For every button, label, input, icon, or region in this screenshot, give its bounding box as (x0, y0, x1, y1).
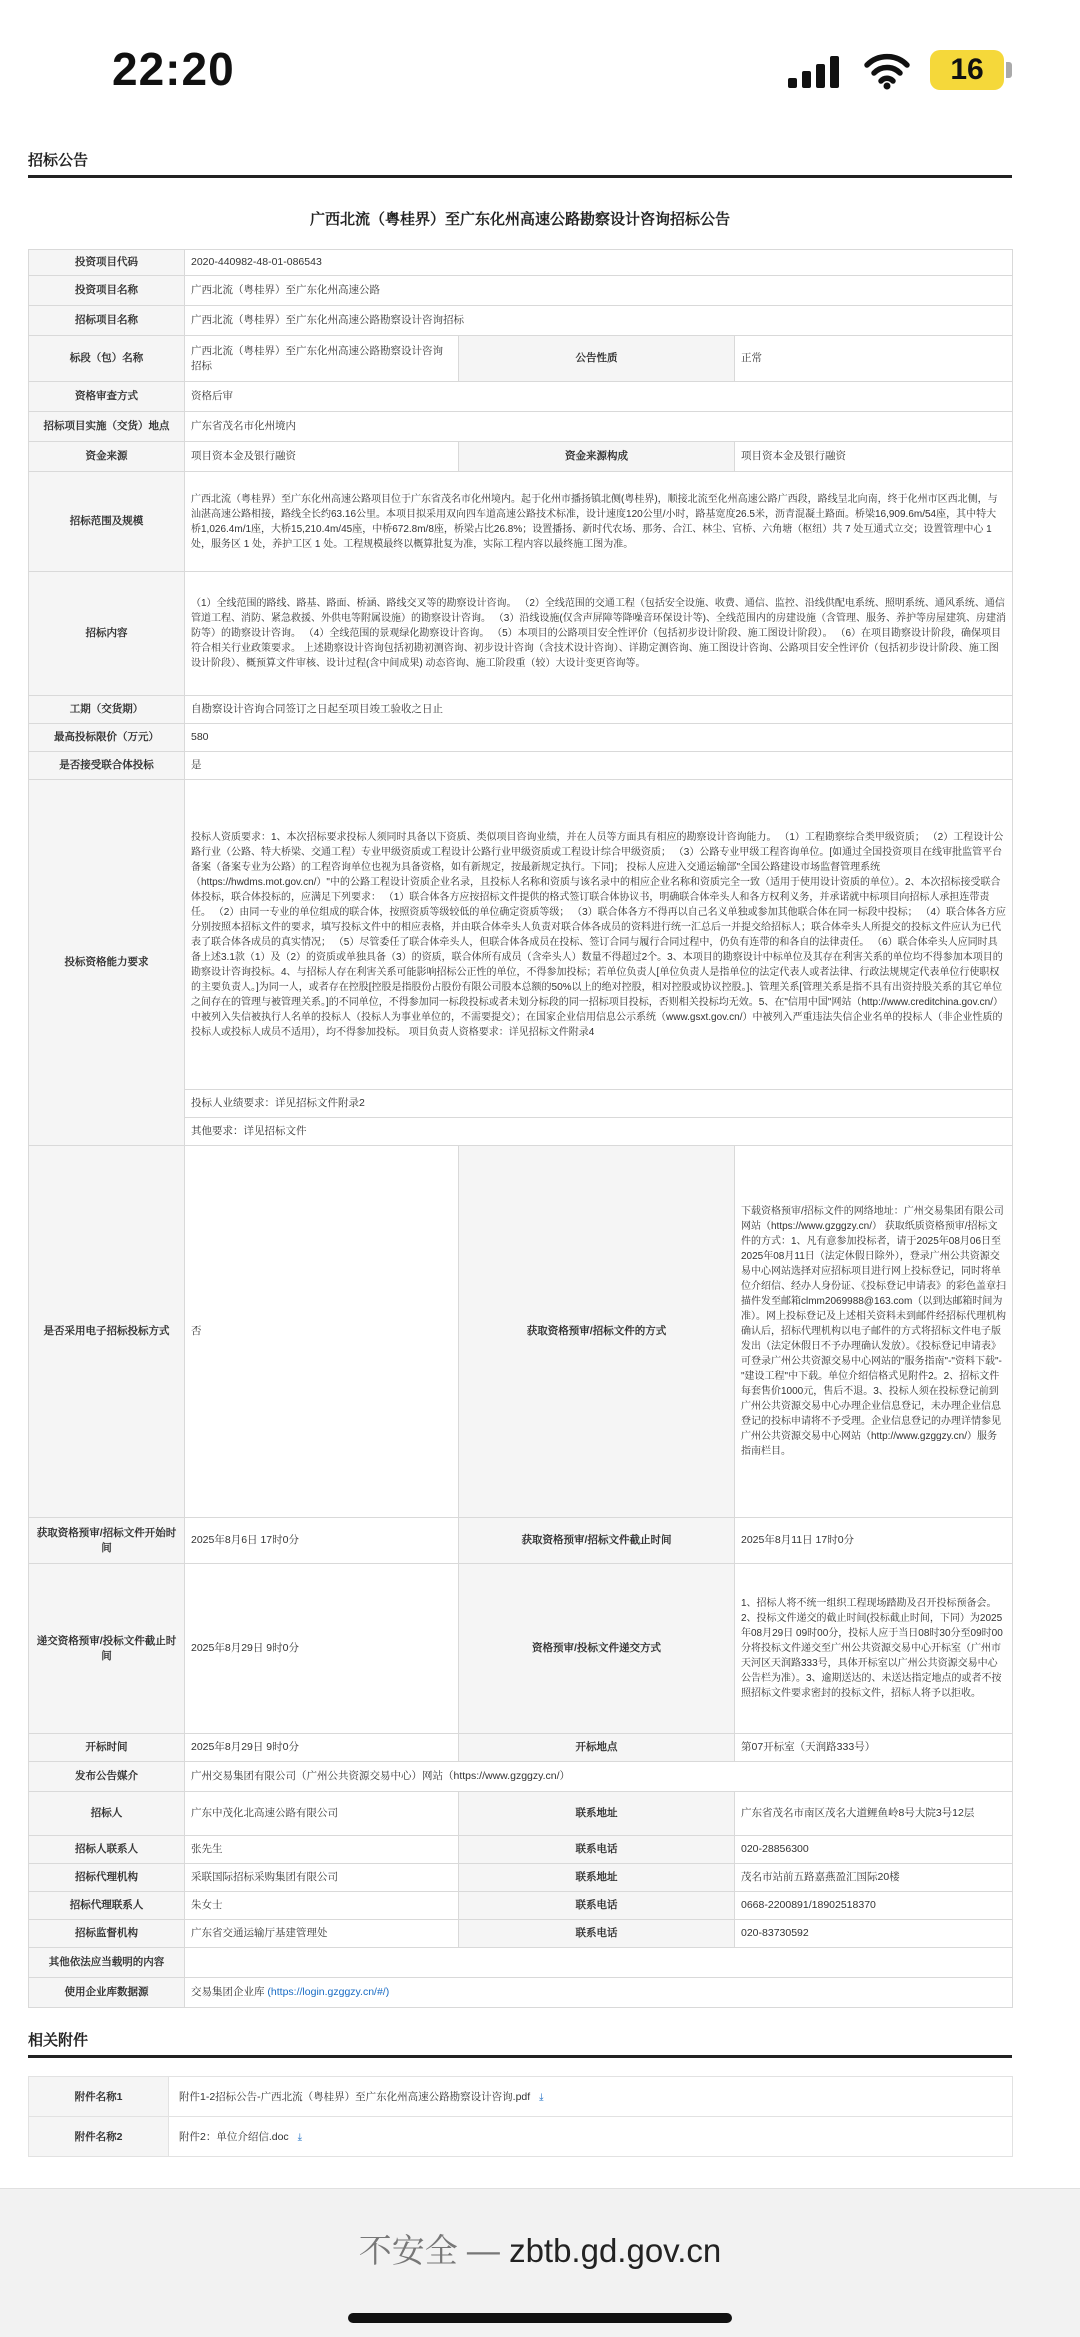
table-row (29, 1518, 1013, 1564)
obtain-method-value: 下载资格预审/招标文件的网络地址：广州交易集团有限公司网站（https://www.gzggzy.cn/） 获取纸质资格预审/招标文件的方式：1、凡有意参加投标者，请于2025年08月06日至2025年08月11日（法定休假日除外），登录广州公共资源交易中心网站选择对应招标项目进行网上投标登记，同时将单位介绍信、经办人身份证、《投标登记申请表》的彩色盖章扫描件发至邮箱clmm2069988@163.com（以到达邮箱时间为准）。网上投标登记及上述相关资料未到邮件经招标代理机构确认后，招标代理机构以电子邮件的方式将招标文件电子版发出（法定休假日不予办理确认发放）。《投标登记申请表》可登录广州公共资源交易中心网站的"服务指南"-"资料下载"-"建设工程"中下载。单位介绍信格式见附件2。2、招标文件每套售价1000元，售后不退。3、投标人须在投标登记前到广州公共资源交易中心办理企业信息登记，未办理企业信息登记的投标申请将不予受理。企业信息登记的办理详情参见广州公共资源交易中心网站（http://www.gzggzy.cn/）服务指南栏目。 (735, 1146, 1013, 1518)
supervisor-phone-value: 020-83730592 (735, 1920, 1013, 1948)
table-row (29, 382, 1013, 412)
tenderer-phone-label: 联系电话 (459, 1836, 735, 1864)
cellular-signal-icon (788, 56, 840, 88)
review-label: 资格审查方式 (29, 382, 185, 412)
tender-name-value: 广西北流（粤桂界）至广东化州高速公路勘察设计咨询招标 (185, 306, 1013, 336)
period-value: 自勘察设计咨询合同签订之日起至项目竣工验收之日止 (185, 696, 1013, 724)
attachment-row (29, 2117, 1013, 2157)
download-icon[interactable]: ⤓ (539, 2092, 544, 2103)
table-row (29, 306, 1013, 336)
scope-value: 广西北流（粤桂界）至广东化州高速公路项目位于广东省茂名市化州境内。起于化州市播扬镇北侧(粤桂界)，顺接北流至化州高速公路广西段，路线呈北向南，终于化州市区西北侧，与汕湛高速公路相接，路线全长约63.16公里。本项目拟采用双向四车道高速公路技术标准，设计速度120公里/小时，路基宽度26.5米，沥青混凝土路面。桥梁16,909.6m/54座，其中特大桥1,026.4m/1座，大桥15,210.4m/45座，中桥672.8m/8座，桥梁占比26.8%；设置播扬、新时代农场、那务、合江、林尘、官桥、六角塘（枢纽）共 7 处互通式立交；设置管理中心 1 处，服务区 1 处，养护工区 1 处。工程规模最终以概算批复为准，实际工程内容以最终施工图为准。 (185, 472, 1013, 572)
attachment-link[interactable]: 附件2：单位介绍信.doc (179, 2131, 289, 2143)
media-label: 发布公告媒介 (29, 1762, 185, 1792)
database-value (185, 1978, 1013, 2008)
agency-contact-label: 招标代理联系人 (29, 1892, 185, 1920)
supervisor-value: 广东省交通运输厅基建管理处 (185, 1920, 459, 1948)
fund-structure-value: 项目资本金及银行融资 (735, 442, 1013, 472)
agency-phone-label: 联系电话 (459, 1892, 735, 1920)
electronic-value: 否 (185, 1146, 459, 1518)
tenderer-value: 广东中茂化北高速公路有限公司 (185, 1792, 459, 1836)
agency-value: 采联国际招标采购集团有限公司 (185, 1864, 459, 1892)
scope-label: 招标范围及规模 (29, 472, 185, 572)
tender-info-table (28, 249, 1013, 2008)
max-price-label: 最高投标限价（万元） (29, 724, 185, 752)
nature-label: 公告性质 (459, 336, 735, 382)
obtain-start-value: 2025年8月6日 17时0分 (185, 1518, 459, 1564)
joint-bid-value: 是 (185, 752, 1013, 780)
tenderer-address-label: 联系地址 (459, 1792, 735, 1836)
section-name-label: 标段（包）名称 (29, 336, 185, 382)
submit-deadline-value: 2025年8月29日 9时0分 (185, 1564, 459, 1734)
qualify-other-value: 其他要求：详见招标文件 (185, 1118, 1013, 1146)
content-label: 招标内容 (29, 572, 185, 696)
home-indicator[interactable] (348, 2313, 732, 2323)
table-row (29, 1792, 1013, 1836)
table-row (29, 1978, 1013, 2008)
attachment-cell (169, 2077, 1013, 2117)
attachment-label: 附件名称2 (29, 2117, 169, 2157)
table-row (29, 572, 1013, 696)
submit-deadline-label: 递交资格预审/投标文件截止时间 (29, 1564, 185, 1734)
table-row (29, 1892, 1013, 1920)
table-row (29, 1762, 1013, 1792)
attachment-label: 附件名称1 (29, 2077, 169, 2117)
supervisor-label: 招标监督机构 (29, 1920, 185, 1948)
tenderer-address-value: 广东省茂名市南区茂名大道鲤鱼岭8号大院3号12层 (735, 1792, 1013, 1836)
attachment-row (29, 2077, 1013, 2117)
attachment-cell (169, 2117, 1013, 2157)
tenderer-contact-value: 张先生 (185, 1836, 459, 1864)
tenderer-phone-value: 020-28856300 (735, 1836, 1013, 1864)
submit-method-label: 资格预审/投标文件递交方式 (459, 1564, 735, 1734)
document-title: 广西北流（粤桂界）至广东化州高速公路勘察设计咨询招标公告 (309, 211, 730, 228)
agency-label: 招标代理机构 (29, 1864, 185, 1892)
review-value: 资格后审 (185, 382, 1013, 412)
insecure-label: 不安全 — (358, 2232, 500, 2269)
fund-structure-label: 资金来源构成 (459, 442, 735, 472)
status-time: 22:20 (112, 43, 235, 95)
tender-name-label: 招标项目名称 (29, 306, 185, 336)
fund-source-value: 项目资本金及银行融资 (185, 442, 459, 472)
agency-phone-value: 0668-2200891/18902518370 (735, 1892, 1013, 1920)
other-value (185, 1948, 1013, 1978)
tenderer-label: 招标人 (29, 1792, 185, 1836)
table-row (29, 1920, 1013, 1948)
qualify-performance-value: 投标人业绩要求：详见招标文件附录2 (185, 1090, 1013, 1118)
url-domain: zbtb.gd.gov.cn (509, 2232, 722, 2269)
agency-address-label: 联系地址 (459, 1864, 735, 1892)
project-name-label: 投资项目名称 (29, 276, 185, 306)
qualify-value: 投标人资质要求：1、本次招标要求投标人须同时具备以下资质、类似项目咨询业绩，并在人员等方面具有相应的勘察设计咨询能力。 （1）工程勘察综合类甲级资质； （2）工程设计公路行业（公路、特大桥梁、交通工程）专业甲级资质或工程设计公路行业甲级资质或工程设计综合甲级资质； （3）公路专业甲级工程咨询单位。[如通过全国投资项目在线审批监管平台备案（备案专业为公路）的工程咨询单位也视为具备资格，如有新规定，按最新规定执行。下同]； 投标人应进入交通运输部"全国公路建设市场监督管理系统（https://hwdms.mot.gov.cn/）"中的公路工程设计资质企业名录，且投标人名称和资质与该名录中的相应企业名称和资质完全一致（适用于使用设计资质的单位）。2、本次招标接受联合体投标，联合体投标的，应满足下列要求： （1）联合体各方应按招标文件提供的格式签订联合体协议书，明确联合体牵头人和各方权利义务，并承诺就中标项目向招标人承担连带责任。 （2）由同一专业的单位组成的联合体，按照资质等级较低的单位确定资质等级； （3）联合体各方不得再以自己名义单独或参加其他联合体在同一标段中投标； （4）联合体各方应分别按照本招标文件的要求，填写投标文件中的相应表格，并由联合体牵头人负责对联合体各成员的资料进行统一汇总后一并提交给招标人；联合体牵头人所提交的投标文件应认为已代表了联合体各成员的真实情况； （5）尽管委任了联合体牵头人，但联合体各成员在投标、签订合同与履行合同过程中，仍负有连带的和各自的法律责任。 （6）联合体牵头人应同时具备上述3.1款（1）及（2）的资质或单独具备（3）的资质，联合体所有成员（含牵头人）数量不得超过2个。3、本项目的勘察设计中标单位及其存在利害关系的单位均不得参加本项目的勘察设计咨询投标。4、与招标人存在利害关系可能影响招标公正性的单位，不得参加投标；若单位负责人[单位负责人是指单位的法定代表人或者法律、行政法规规定代表单位行使职权的主要负责人。]为同一人，或者存在控股[控股是指股份占股份有限公司股本总额的50%以上的绝对控股，相对控股或协议控股。]、管理关系[管理关系是指不具有出资持股关系的其它单位之间存在的管理与被管理关系。]的不同单位，不得参加同一标段投标或者未划分标段的同一招标项目投标，否则相关投标均无效。5、在"信用中国"网站（http://www.creditchina.gov.cn/）中被列入失信被执行人名单的投标人（投标人为事业单位的，不需要提交）；在国家企业信用信息公示系统（www.gsxt.gov.cn/）中被列入严重违法失信企业名单的投标人（非企业性质的投标人或投标人成员不适用），均不得参加投标。 项目负责人资格要求：详见招标文件附录4 (185, 780, 1013, 1090)
agency-address-value: 茂名市站前五路嘉燕盈汇国际20楼 (735, 1864, 1013, 1892)
open-time-value: 2025年8月29日 9时0分 (185, 1734, 459, 1762)
location-value: 广东省茂名市化州境内 (185, 412, 1013, 442)
supervisor-phone-label: 联系电话 (459, 1920, 735, 1948)
qualify-label: 投标资格能力要求 (29, 780, 185, 1146)
table-row (29, 724, 1013, 752)
obtain-end-label: 获取资格预审/招标文件截止时间 (459, 1518, 735, 1564)
table-row (29, 1864, 1013, 1892)
open-place-label: 开标地点 (459, 1734, 735, 1762)
database-link[interactable]: (https://login.gzggzy.cn/#/) (267, 1986, 390, 1998)
other-label: 其他依法应当载明的内容 (29, 1948, 185, 1978)
download-icon[interactable]: ⤓ (297, 2132, 303, 2143)
obtain-method-label: 获取资格预审/招标文件的方式 (459, 1146, 735, 1518)
battery-tip (1006, 62, 1012, 78)
project-code-value: 2020-440982-48-01-086543 (185, 250, 1013, 276)
table-row (29, 752, 1013, 780)
database-text: 交易集团企业库 (191, 1986, 265, 1998)
table-row (29, 1734, 1013, 1762)
table-row (29, 1146, 1013, 1518)
project-code-label: 投资项目代码 (29, 250, 185, 276)
open-time-label: 开标时间 (29, 1734, 185, 1762)
battery-indicator: 16 (930, 50, 1004, 90)
open-place-value: 第07开标室（天润路333号） (735, 1734, 1013, 1762)
table-row (29, 412, 1013, 442)
table-row (29, 442, 1013, 472)
table-row (29, 1836, 1013, 1864)
table-row (29, 276, 1013, 306)
fund-source-label: 资金来源 (29, 442, 185, 472)
attachments-table (28, 2076, 1013, 2157)
electronic-label: 是否采用电子招标投标方式 (29, 1146, 185, 1518)
joint-bid-label: 是否接受联合体投标 (29, 752, 185, 780)
section-title: 招标公告 (28, 150, 1012, 178)
content-value: （1）全线范围的路线、路基、路面、桥涵、路线交叉等的勘察设计咨询。 （2）全线范围的交通工程（包括安全设施、收费、通信、监控、沿线供配电系统、照明系统、通风系统、通信管道工程、消防、紧急救援、外供电等附属设施）的勘察设计咨询。 （3）沿线设施(仅含声屏障等降噪音环保设计等)、全线范围内的房建设施（含管理、服务、养护等房屋建筑、房建消防等）的勘察设计咨询。 （4）全线范围的景观绿化勘察设计咨询。 （5）本项目的公路项目安全性评价（包括初步设计阶段、施工图设计阶段）。 （6）在项目勘察设计阶段，确保项目符合相关行业政策要求。 上述勘察设计咨询包括初勘初测咨询、初步设计咨询（含技术设计咨询）、详勘定测咨询、施工图设计咨询、公路项目安全性评价（包括初步设计阶段、施工图设计阶段）、概预算文件审核、设计过程(含中间成果) 动态咨询、施工阶段重（较）大设计变更咨询等。 (185, 572, 1013, 696)
tenderer-contact-label: 招标人联系人 (29, 1836, 185, 1864)
database-label: 使用企业库数据源 (29, 1978, 185, 2008)
media-value: 广州交易集团有限公司（广州公共资源交易中心）网站（https://www.gzggzy.cn/） (185, 1762, 1013, 1792)
table-row (29, 336, 1013, 382)
project-name-value: 广西北流（粤桂界）至广东化州高速公路 (185, 276, 1013, 306)
table-row (29, 780, 1013, 1090)
table-row (29, 472, 1013, 572)
obtain-start-label: 获取资格预审/招标文件开始时间 (29, 1518, 185, 1564)
table-row (29, 696, 1013, 724)
location-label: 招标项目实施（交货）地点 (29, 412, 185, 442)
max-price-value: 580 (185, 724, 1013, 752)
nature-value: 正常 (735, 336, 1013, 382)
browser-url-bar[interactable] (0, 2188, 1080, 2337)
wifi-icon (864, 52, 910, 90)
page-content (28, 150, 1012, 2157)
obtain-end-value: 2025年8月11日 17时0分 (735, 1518, 1013, 1564)
status-bar (0, 0, 1080, 150)
attachment-link[interactable]: 附件1-2招标公告-广西北流（粤桂界）至广东化州高速公路勘察设计咨询.pdf (179, 2091, 531, 2103)
table-row (29, 1564, 1013, 1734)
agency-contact-value: 朱女士 (185, 1892, 459, 1920)
submit-method-value: 1、招标人将不统一组织工程现场踏勘及召开投标预备会。2、投标文件递交的截止时间(投标截止时间，下同）为2025年08月29日 09时00分，投标人应于当日08时30分至09时00分将投标文件递交至广州公共资源交易中心开标室（广州市天河区天润路333号，具体开标室以广州公共资源交易中心公告栏为准）。3、逾期送达的、未送达指定地点的或者不按照招标文件要求密封的投标文件，招标人将予以拒收。 (735, 1564, 1013, 1734)
attachments-title: 相关附件 (28, 2030, 1012, 2058)
table-row (29, 250, 1013, 276)
table-row (29, 1948, 1013, 1978)
period-label: 工期（交货期） (29, 696, 185, 724)
section-name-value: 广西北流（粤桂界）至广东化州高速公路勘察设计咨询招标 (185, 336, 459, 382)
url-display[interactable] (0, 2225, 1080, 2272)
